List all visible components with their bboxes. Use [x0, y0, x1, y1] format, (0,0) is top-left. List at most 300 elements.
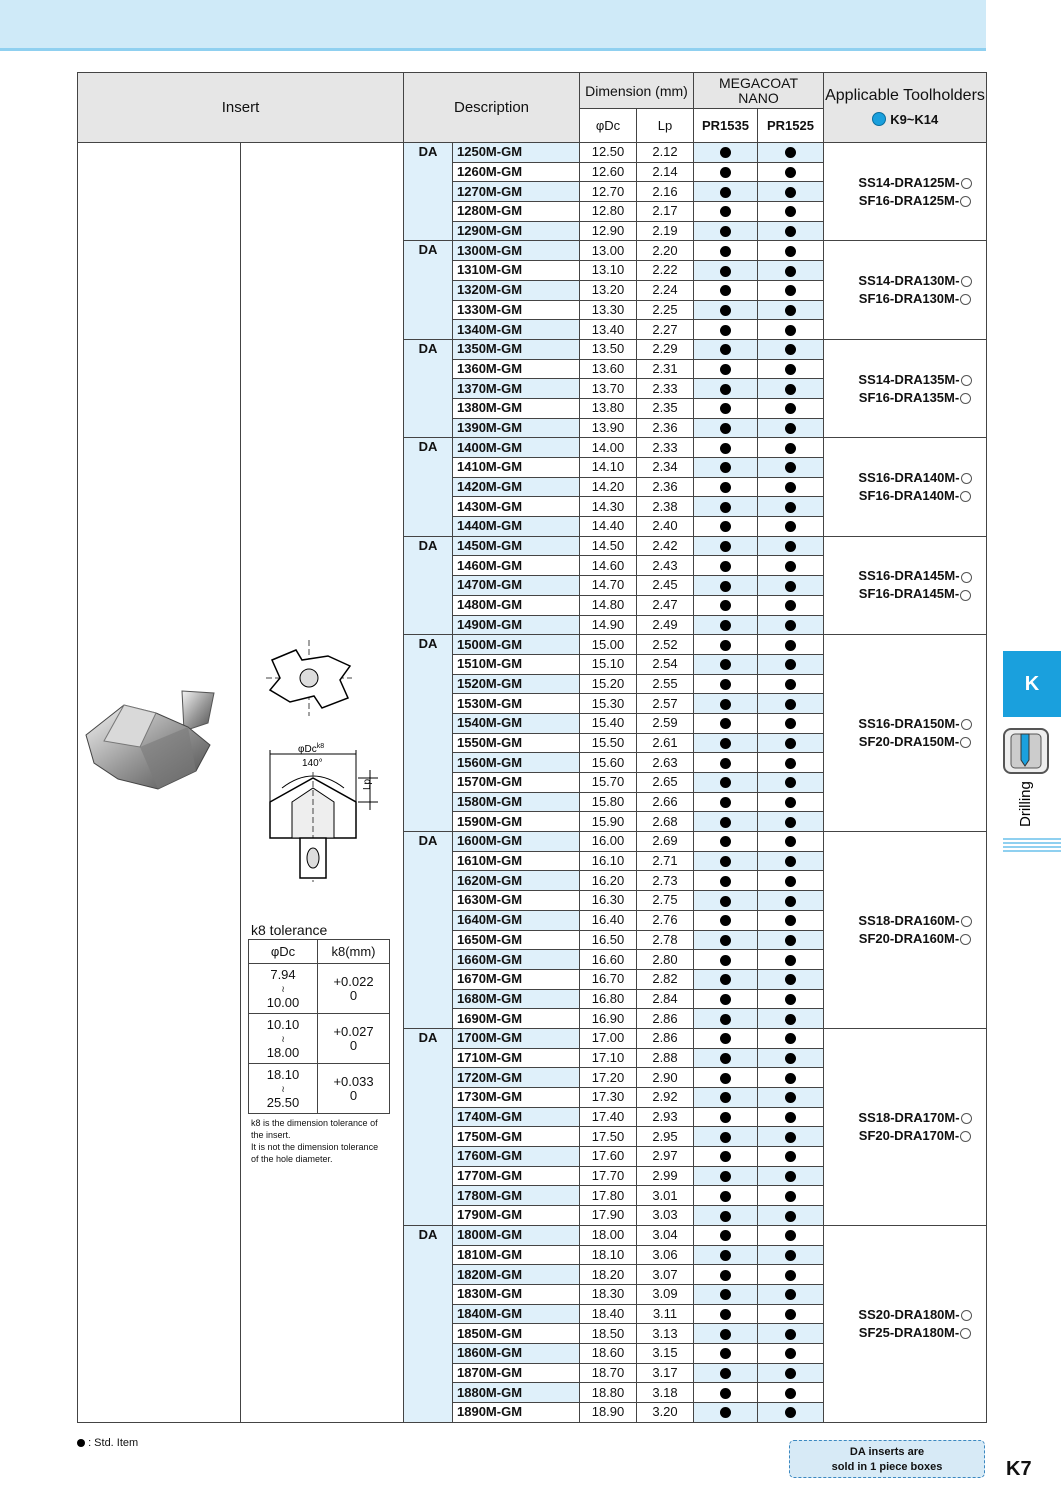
dc-value: 17.30	[580, 1088, 637, 1108]
dc-value: 17.50	[580, 1127, 637, 1147]
dc-value: 18.50	[580, 1324, 637, 1344]
std-dot-icon	[785, 974, 796, 985]
holder-cell	[824, 832, 987, 1029]
std-dot-icon	[720, 1014, 731, 1025]
dc-value: 16.80	[580, 989, 637, 1009]
open-circle-icon	[960, 393, 971, 404]
std-dot-icon	[785, 384, 796, 395]
insert-code: 1730M-GM	[453, 1088, 580, 1108]
pr1535-cell	[694, 595, 758, 615]
lp-value: 2.63	[637, 753, 694, 773]
prefix-cell: DA	[404, 339, 453, 437]
lp-value: 3.18	[637, 1383, 694, 1403]
pr1535-cell	[694, 635, 758, 655]
std-dot-icon	[720, 1348, 731, 1359]
insert-header: Insert	[78, 73, 404, 143]
k8-from: 7.94	[270, 966, 296, 982]
std-dot-icon	[785, 541, 796, 552]
std-dot-icon	[785, 620, 796, 631]
pr1535-cell	[694, 910, 758, 930]
pr1525-cell	[758, 635, 824, 655]
dc-value: 12.70	[580, 182, 637, 202]
insert-code: 1310M-GM	[453, 261, 580, 281]
std-dot-icon	[720, 521, 731, 532]
insert-code: 1600M-GM	[453, 832, 580, 852]
std-dot-icon	[785, 994, 796, 1005]
insert-code: 1360M-GM	[453, 359, 580, 379]
pr1535-cell	[694, 202, 758, 222]
lp-value: 2.43	[637, 556, 694, 576]
pr1535-cell	[694, 1206, 758, 1226]
std-dot-icon	[785, 777, 796, 788]
std-dot-icon	[785, 187, 796, 198]
pr1525-cell	[758, 162, 824, 182]
lp-value: 2.75	[637, 891, 694, 911]
std-dot-icon	[720, 1388, 731, 1399]
std-dot-icon	[720, 797, 731, 808]
pr1535-cell	[694, 792, 758, 812]
pr1525-cell	[758, 654, 824, 674]
pr1535-cell	[694, 1127, 758, 1147]
dc-value: 15.10	[580, 654, 637, 674]
std-dot-icon	[785, 679, 796, 690]
k8-note-line: the insert.	[251, 1130, 291, 1140]
std-dot-icon	[785, 659, 796, 670]
k8-col2: k8(mm)	[318, 940, 390, 964]
pr1525-header: PR1525	[758, 109, 824, 143]
k8-range	[249, 964, 318, 1014]
pr1535-cell	[694, 812, 758, 832]
pr1535-cell	[694, 674, 758, 694]
pr1525-cell	[758, 871, 824, 891]
pr1535-cell	[694, 182, 758, 202]
insert-code: 1870M-GM	[453, 1363, 580, 1383]
k8-to: 10.00	[266, 994, 300, 1010]
std-dot-icon	[785, 738, 796, 749]
legend-text: : Std. Item	[88, 1437, 139, 1449]
std-dot-icon	[720, 285, 731, 296]
pr1525-cell	[758, 1009, 824, 1029]
pr1525-cell	[758, 812, 824, 832]
std-dot-icon	[785, 364, 796, 375]
page-number: K7	[1006, 1458, 1032, 1480]
k8-note-line: of the hole diameter.	[251, 1154, 333, 1164]
dc-value: 15.50	[580, 733, 637, 753]
insert-code: 1700M-GM	[453, 1028, 580, 1048]
pr1535-cell	[694, 477, 758, 497]
std-dot-icon	[720, 935, 731, 946]
holder-cell	[824, 635, 987, 832]
std-dot-icon	[720, 1132, 731, 1143]
dc-value: 18.30	[580, 1284, 637, 1304]
section-tab: K	[1003, 651, 1061, 717]
pr1525-cell	[758, 536, 824, 556]
pr1525-cell	[758, 753, 824, 773]
dc-value: 15.60	[580, 753, 637, 773]
pr1535-cell	[694, 694, 758, 714]
range-icon: ≀	[281, 1033, 285, 1044]
lp-value: 2.17	[637, 202, 694, 222]
pr1525-cell	[758, 1225, 824, 1245]
std-dot-icon	[720, 718, 731, 729]
lp-value: 2.97	[637, 1147, 694, 1167]
pr1535-cell	[694, 398, 758, 418]
pr1525-cell	[758, 556, 824, 576]
dc-value: 15.40	[580, 713, 637, 733]
std-dot-icon	[785, 1250, 796, 1261]
std-dot-icon	[720, 1112, 731, 1123]
pr1535-cell	[694, 536, 758, 556]
pr1525-cell	[758, 143, 824, 163]
std-dot-icon	[720, 738, 731, 749]
std-dot-icon	[785, 206, 796, 217]
lp-value: 2.12	[637, 143, 694, 163]
open-circle-icon	[961, 1113, 972, 1124]
std-dot-icon	[720, 561, 731, 572]
pr1525-cell	[758, 950, 824, 970]
lp-value: 2.42	[637, 536, 694, 556]
dc-value: 18.10	[580, 1245, 637, 1265]
pr1525-cell	[758, 674, 824, 694]
std-dot-icon	[720, 384, 731, 395]
std-dot-icon	[720, 226, 731, 237]
k8-plus: +0.022	[333, 973, 374, 989]
k8-range	[249, 1064, 318, 1114]
holder-name: SS16-DRA140M-	[858, 470, 960, 486]
insert-code: 1540M-GM	[453, 713, 580, 733]
insert-code: 1460M-GM	[453, 556, 580, 576]
pr1535-cell	[694, 418, 758, 438]
pr1535-cell	[694, 832, 758, 852]
k8-col1: φDc	[249, 940, 318, 964]
std-dot-icon	[785, 325, 796, 336]
pr1535-cell	[694, 871, 758, 891]
std-dot-icon	[720, 167, 731, 178]
dc-value: 15.80	[580, 792, 637, 812]
pr1525-cell	[758, 1068, 824, 1088]
lp-value: 2.27	[637, 320, 694, 340]
holder-name: SF16-DRA135M-	[858, 389, 960, 405]
lp-value: 2.49	[637, 615, 694, 635]
std-dot-icon	[785, 462, 796, 473]
std-dot-icon	[720, 915, 731, 926]
dc-value: 17.60	[580, 1147, 637, 1167]
packaging-line1: DA inserts are	[849, 1446, 925, 1458]
pr1535-cell	[694, 576, 758, 596]
open-circle-icon	[960, 737, 971, 748]
std-dot-icon	[720, 403, 731, 414]
dc-value: 16.00	[580, 832, 637, 852]
holder-name: SF16-DRA145M-	[858, 586, 960, 602]
open-circle-icon	[960, 934, 971, 945]
std-dot-icon	[720, 266, 731, 277]
pr1535-cell	[694, 1324, 758, 1344]
pr1525-cell	[758, 1403, 824, 1423]
std-dot-icon	[720, 581, 731, 592]
holder-cell	[824, 241, 987, 339]
dc-value: 12.80	[580, 202, 637, 222]
std-dot-icon	[785, 699, 796, 710]
holder-cell	[824, 143, 987, 241]
pr1525-cell	[758, 261, 824, 281]
std-dot-icon	[785, 1329, 796, 1340]
pr1525-cell	[758, 576, 824, 596]
std-dot-icon	[785, 226, 796, 237]
pr1535-cell	[694, 300, 758, 320]
pr1535-cell	[694, 1147, 758, 1167]
dc-value: 15.70	[580, 773, 637, 793]
dc-value: 13.60	[580, 359, 637, 379]
insert-code: 1560M-GM	[453, 753, 580, 773]
std-dot-icon	[785, 1132, 796, 1143]
std-dot-icon	[785, 502, 796, 513]
holder-cell	[824, 536, 987, 634]
pr1525-cell	[758, 418, 824, 438]
dc-value: 15.20	[580, 674, 637, 694]
std-dot-icon	[720, 1053, 731, 1064]
std-dot-icon	[785, 305, 796, 316]
std-dot-icon	[720, 246, 731, 257]
pr1535-cell	[694, 713, 758, 733]
pr1525-cell	[758, 320, 824, 340]
megacoat-line1: MEGACOAT	[718, 74, 799, 91]
insert-code: 1440M-GM	[453, 517, 580, 537]
dc-value: 13.30	[580, 300, 637, 320]
insert-code: 1480M-GM	[453, 595, 580, 615]
pr1535-header: PR1535	[694, 109, 758, 143]
std-dot-icon	[785, 482, 796, 493]
std-dot-icon	[785, 1151, 796, 1162]
insert-code: 1690M-GM	[453, 1009, 580, 1029]
insert-code: 1660M-GM	[453, 950, 580, 970]
pr1525-cell	[758, 832, 824, 852]
prefix-cell: DA	[404, 832, 453, 1029]
std-dot-icon	[785, 1407, 796, 1418]
insert-code: 1260M-GM	[453, 162, 580, 182]
lp-value: 2.29	[637, 339, 694, 359]
std-dot-icon	[720, 325, 731, 336]
holder-name: SS16-DRA150M-	[858, 716, 960, 732]
prefix-cell: DA	[404, 536, 453, 634]
insert-code: 1410M-GM	[453, 458, 580, 478]
pr1525-cell	[758, 792, 824, 812]
dc-value: 18.90	[580, 1403, 637, 1423]
dc-header: φDc	[580, 109, 637, 143]
insert-code: 1530M-GM	[453, 694, 580, 714]
insert-code: 1350M-GM	[453, 339, 580, 359]
pr1535-cell	[694, 1343, 758, 1363]
insert-code: 1590M-GM	[453, 812, 580, 832]
pr1535-cell	[694, 851, 758, 871]
holder-name: SF25-DRA180M-	[858, 1324, 960, 1340]
std-dot-icon	[785, 344, 796, 355]
prefix-cell: DA	[404, 438, 453, 536]
std-dot-icon	[720, 1250, 731, 1261]
lp-header: Lp	[637, 109, 694, 143]
open-circle-icon	[960, 491, 971, 502]
dc-value: 16.70	[580, 969, 637, 989]
lp-value: 2.93	[637, 1107, 694, 1127]
insert-code: 1790M-GM	[453, 1206, 580, 1226]
insert-code: 1570M-GM	[453, 773, 580, 793]
pr1525-cell	[758, 1147, 824, 1167]
std-dot-icon	[785, 1112, 796, 1123]
std-dot-icon	[720, 600, 731, 611]
std-dot-icon	[785, 640, 796, 651]
pr1535-cell	[694, 339, 758, 359]
std-dot-icon	[785, 896, 796, 907]
insert-code: 1840M-GM	[453, 1304, 580, 1324]
std-dot-icon	[720, 1092, 731, 1103]
insert-code: 1670M-GM	[453, 969, 580, 989]
prefix-cell: DA	[404, 635, 453, 832]
std-dot-icon	[720, 462, 731, 473]
pr1525-cell	[758, 1363, 824, 1383]
dc-value: 14.40	[580, 517, 637, 537]
lp-value: 2.38	[637, 497, 694, 517]
pr1535-cell	[694, 1363, 758, 1383]
k8-zero: 0	[349, 987, 358, 1003]
open-circle-icon	[961, 916, 972, 927]
std-dot-icon	[785, 1270, 796, 1281]
pr1535-cell	[694, 320, 758, 340]
holders-header	[824, 73, 987, 143]
pr1525-cell	[758, 1166, 824, 1186]
dc-value: 14.20	[580, 477, 637, 497]
pr1535-cell	[694, 379, 758, 399]
side-label	[1010, 780, 1040, 840]
open-circle-icon	[961, 375, 972, 386]
std-dot-icon	[785, 561, 796, 572]
lp-value: 2.19	[637, 221, 694, 241]
std-dot-icon	[720, 679, 731, 690]
dc-value: 18.70	[580, 1363, 637, 1383]
pr1535-cell	[694, 950, 758, 970]
k8-to: 18.00	[266, 1044, 300, 1060]
dc-value: 13.40	[580, 320, 637, 340]
holders-title: Applicable Toolholders	[825, 86, 985, 104]
lp-value: 2.68	[637, 812, 694, 832]
pr1525-cell	[758, 497, 824, 517]
std-dot-icon	[720, 1289, 731, 1300]
std-dot-icon	[785, 1053, 796, 1064]
insert-code: 1390M-GM	[453, 418, 580, 438]
open-circle-icon	[961, 572, 972, 583]
std-dot-icon	[785, 521, 796, 532]
lp-value: 3.03	[637, 1206, 694, 1226]
dc-value: 14.10	[580, 458, 637, 478]
pr1535-cell	[694, 930, 758, 950]
dc-value: 15.30	[580, 694, 637, 714]
std-dot-icon	[720, 187, 731, 198]
std-dot-icon	[785, 935, 796, 946]
std-dot-icon	[720, 856, 731, 867]
std-dot-icon	[785, 915, 796, 926]
insert-code: 1420M-GM	[453, 477, 580, 497]
pr1535-cell	[694, 241, 758, 261]
holder-name: SF20-DRA160M-	[858, 931, 960, 946]
lp-value: 2.66	[637, 792, 694, 812]
dc-value: 12.50	[580, 143, 637, 163]
std-dot-icon	[720, 758, 731, 769]
range-icon: ≀	[281, 983, 285, 994]
pr1525-cell	[758, 241, 824, 261]
pr1525-cell	[758, 1028, 824, 1048]
pr1525-cell	[758, 713, 824, 733]
open-circle-icon	[960, 1131, 971, 1142]
std-dot-icon	[720, 659, 731, 670]
insert-code: 1890M-GM	[453, 1403, 580, 1423]
lp-label: Lp	[362, 778, 373, 790]
pr1525-cell	[758, 773, 824, 793]
open-circle-icon	[961, 276, 972, 287]
k8-row	[249, 964, 390, 1014]
dc-value: 14.30	[580, 497, 637, 517]
lp-value: 2.78	[637, 930, 694, 950]
pr1535-cell	[694, 162, 758, 182]
lp-value: 2.25	[637, 300, 694, 320]
pr1525-cell	[758, 851, 824, 871]
k8-title: k8 tolerance	[251, 922, 328, 938]
std-dot-icon	[720, 620, 731, 631]
std-dot-icon	[785, 1171, 796, 1182]
top-banner	[0, 0, 986, 51]
k8-row	[249, 1014, 390, 1064]
dc-value: 16.60	[580, 950, 637, 970]
lp-value: 3.07	[637, 1265, 694, 1285]
std-dot-icon	[785, 797, 796, 808]
std-dot-icon	[785, 1309, 796, 1320]
pr1535-cell	[694, 654, 758, 674]
insert-code: 1330M-GM	[453, 300, 580, 320]
pr1535-cell	[694, 1009, 758, 1029]
insert-code: 1720M-GM	[453, 1068, 580, 1088]
std-dot-icon	[720, 1309, 731, 1320]
dc-value: 18.60	[580, 1343, 637, 1363]
pr1525-cell	[758, 1048, 824, 1068]
std-dot-icon	[785, 758, 796, 769]
holder-name: SS20-DRA180M-	[858, 1306, 960, 1322]
pr1535-cell	[694, 1225, 758, 1245]
pr1535-cell	[694, 438, 758, 458]
pr1535-cell	[694, 517, 758, 537]
holder-name: SS18-DRA170M-	[858, 1109, 960, 1125]
dc-value: 14.90	[580, 615, 637, 635]
pr1535-cell	[694, 280, 758, 300]
pr1525-cell	[758, 1304, 824, 1324]
dc-value: 15.90	[580, 812, 637, 832]
pr1535-cell	[694, 1304, 758, 1324]
pr1525-cell	[758, 517, 824, 537]
dc-value: 18.40	[580, 1304, 637, 1324]
lp-value: 2.92	[637, 1088, 694, 1108]
std-dot-icon	[720, 206, 731, 217]
lp-value: 2.61	[637, 733, 694, 753]
pr1525-cell	[758, 359, 824, 379]
std-dot-icon	[720, 1230, 731, 1241]
dc-value: 16.30	[580, 891, 637, 911]
insert-code: 1320M-GM	[453, 280, 580, 300]
lp-value: 3.13	[637, 1324, 694, 1344]
std-dot-icon	[720, 541, 731, 552]
pr1525-cell	[758, 910, 824, 930]
dimension-header: Dimension (mm)	[580, 73, 694, 109]
std-dot-icon	[720, 443, 731, 454]
pr1525-cell	[758, 1284, 824, 1304]
pr1535-cell	[694, 1265, 758, 1285]
insert-code: 1450M-GM	[453, 536, 580, 556]
lp-value: 2.31	[637, 359, 694, 379]
